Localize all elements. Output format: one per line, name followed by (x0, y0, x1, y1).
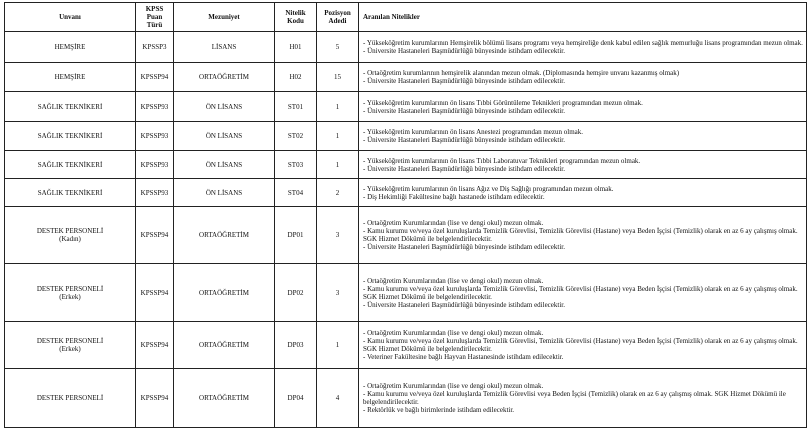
cell-puan-turu (136, 264, 174, 322)
cell-puan-turu-text: KPSSP93 (140, 102, 169, 111)
header-pozisyon-adedi: Pozisyon Adedi (317, 3, 359, 32)
cell-pozisyon-adedi (317, 32, 359, 63)
cell-nitelik-kodu (275, 122, 317, 151)
header-puan-turu: KPSS Puan Türü (136, 3, 174, 32)
header-aranilan-nitelikler: Aranılan Nitelikler (359, 3, 807, 32)
cell-nitelik-kodu-text: DP01 (287, 231, 304, 239)
requirement-line: - Diş Hekimliği Fakültesine bağlı hastanede istihdam edilecektir. (363, 192, 545, 201)
cell-pozisyon-adedi-text: 5 (335, 43, 340, 51)
cell-pozisyon-adedi (317, 63, 359, 92)
requirement-line: - Üniversite Hastaneleri Başmüdürlüğü bünyesinde istihdam edilecektir. (363, 243, 565, 251)
cell-pozisyon-adedi-text: 2 (335, 188, 340, 197)
cell-mezuniyet-text: ÖN LİSANS (205, 102, 243, 111)
cell-pozisyon-adedi-text: 1 (335, 341, 340, 349)
requirement-line: - Ortaöğretim Kurumlarından (lise ve dengi okul) mezun olmak. (363, 329, 544, 337)
cell-unvan (5, 322, 136, 369)
cell-mezuniyet (174, 264, 275, 322)
cell-nitelik-kodu-text: H01 (289, 43, 302, 51)
cell-mezuniyet-text: ÖN LİSANS (205, 188, 243, 197)
cell-puan-turu-text: KPSSP94 (140, 341, 169, 349)
cell-mezuniyet (174, 207, 275, 264)
cell-pozisyon-adedi-text: 3 (335, 288, 340, 297)
cell-nitelik-kodu-text: DP03 (287, 341, 304, 349)
cell-unvan-text: SAĞLIK TEKNİKERİ (37, 188, 103, 197)
table-row (5, 151, 807, 179)
cell-mezuniyet-text: ÖN LİSANS (205, 160, 243, 169)
cell-puan-turu-text: KPSSP93 (140, 188, 169, 197)
cell-unvan-text: DESTEK PERSONELİ (36, 337, 104, 345)
requirement-line: - Ortaöğretim kurumlarının hemşirelik alanından mezun olmak. (Diplomasında hemşire unvanı kazanmış olmak) (363, 69, 680, 77)
cell-unvan-text: DESTEK PERSONELİ (36, 227, 104, 235)
cell-mezuniyet (174, 322, 275, 369)
table-row (5, 92, 807, 122)
cell-pozisyon-adedi (317, 179, 359, 207)
table-row (5, 179, 807, 207)
cell-unvan-subtext: (Kadın) (59, 235, 81, 243)
cell-aranilan-nitelikler (359, 207, 807, 264)
cell-puan-turu-text: KPSSP93 (140, 132, 169, 140)
cell-mezuniyet-text: LİSANS (211, 43, 237, 51)
requirement-line: - Üniversite Hastaneleri Başmüdürlüğü bünyesinde istihdam edilecektir. (363, 164, 565, 173)
cell-mezuniyet-text: ORTAÖĞRETİM (199, 231, 249, 239)
cell-unvan (5, 207, 136, 264)
cell-mezuniyet-text: ORTAÖĞRETİM (199, 73, 249, 81)
cell-pozisyon-adedi-text: 1 (335, 160, 340, 169)
table-row (5, 207, 807, 264)
requirement-line: - Kamu kurumu ve/veya özel kuruluşlarda Temizlik Görevlisi, Temizlik Görevlisi (Hastane) veya Beden İşçisi (Temizlik) olarak en az 6 ay çalışmış olmak. SGK Hizmet Dökümü ile belgelendirilecektir. (363, 284, 798, 301)
cell-unvan-text: HEMŞİRE (54, 43, 86, 51)
cell-pozisyon-adedi (317, 369, 359, 428)
cell-nitelik-kodu-text: H02 (289, 73, 302, 81)
requirement-line: - Ortaöğretim Kurumlarından (lise ve dengi okul) mezun olmak. (363, 276, 544, 285)
cell-pozisyon-adedi (317, 122, 359, 151)
header-mezuniyet: Mezuniyet (174, 3, 275, 32)
cell-unvan (5, 92, 136, 122)
cell-nitelik-kodu (275, 207, 317, 264)
requirement-line: - Yükseköğretim kurumlarının ön lisans Anestezi programından mezun olmak. (363, 128, 583, 136)
cell-puan-turu-text: KPSSP3 (142, 43, 167, 51)
requirement-line: - Yükseköğretim kurumlarının ön lisans Ağız ve Diş Sağlığı programından mezun olmak. (363, 184, 614, 193)
cell-aranilan-nitelikler (359, 369, 807, 428)
cell-unvan (5, 32, 136, 63)
cell-nitelik-kodu-text: ST01 (287, 102, 304, 111)
table-row (5, 369, 807, 428)
requirement-line: - Yükseköğretim kurumlarının ön lisans Tıbbi Görüntüleme Teknikleri programından mezun olmak. (363, 98, 643, 107)
requirement-line: - Üniversite Hastaneleri Başmüdürlüğü bünyesinde istihdam edilecektir. (363, 106, 565, 115)
document-page (4, 2, 806, 428)
requirement-line: - Yükseköğretim kurumlarının ön lisans Tıbbi Laboratuvar Teknikleri programından mezun olmak. (363, 156, 641, 165)
cell-unvan-text: DESTEK PERSONELİ (36, 394, 104, 402)
cell-puan-turu (136, 122, 174, 151)
cell-unvan (5, 63, 136, 92)
header-unvan: Unvanı (5, 3, 136, 32)
cell-mezuniyet (174, 151, 275, 179)
positions-table (4, 2, 807, 428)
cell-nitelik-kodu-text: ST04 (287, 188, 304, 197)
cell-aranilan-nitelikler (359, 92, 807, 122)
cell-mezuniyet (174, 92, 275, 122)
cell-aranilan-nitelikler (359, 122, 807, 151)
table-row (5, 32, 807, 63)
requirement-line: - Üniversite Hastaneleri Başmüdürlüğü bünyesinde istihdam edilecektir. (363, 136, 565, 144)
cell-pozisyon-adedi-text: 15 (334, 73, 341, 81)
table-row (5, 63, 807, 92)
cell-pozisyon-adedi (317, 322, 359, 369)
cell-aranilan-nitelikler (359, 151, 807, 179)
requirement-line: - Veteriner Fakültesine bağlı Hayvan Hastanesinde istihdam edilecektir. (363, 353, 564, 361)
cell-pozisyon-adedi-text: 1 (335, 132, 340, 140)
table-row (5, 322, 807, 369)
cell-mezuniyet (174, 63, 275, 92)
cell-unvan (5, 151, 136, 179)
cell-puan-turu (136, 369, 174, 428)
cell-mezuniyet (174, 32, 275, 63)
cell-mezuniyet-text: ORTAÖĞRETİM (199, 341, 249, 349)
cell-mezuniyet (174, 179, 275, 207)
table-row (5, 122, 807, 151)
requirement-line: - Kamu kurumu ve/veya özel kuruluşlarda Temizlik Görevlisi, Temizlik Görevlisi (Hastane) veya Beden İşçisi (Temizlik) olarak en az 6 ay çalışmış olmak. SGK Hizmet Dökümü ile belgelendirilecektir. (363, 337, 798, 353)
requirement-line: - Üniversite Hastaneleri Başmüdürlüğü bünyesinde istihdam edilecektir. (363, 47, 565, 55)
cell-nitelik-kodu-text: ST03 (287, 160, 304, 169)
cell-unvan (5, 264, 136, 322)
cell-pozisyon-adedi-text: 1 (335, 102, 340, 111)
cell-pozisyon-adedi (317, 151, 359, 179)
cell-nitelik-kodu-text: ST02 (287, 132, 304, 140)
cell-unvan-text: DESTEK PERSONELİ (36, 284, 104, 293)
cell-pozisyon-adedi (317, 92, 359, 122)
cell-mezuniyet-text: ÖN LİSANS (205, 132, 243, 140)
cell-aranilan-nitelikler (359, 264, 807, 322)
cell-puan-turu (136, 179, 174, 207)
cell-pozisyon-adedi-text: 4 (335, 394, 340, 402)
cell-nitelik-kodu (275, 179, 317, 207)
cell-nitelik-kodu-text: DP04 (287, 394, 304, 402)
table-header-row (5, 3, 807, 32)
requirement-line: - Yükseköğretim kurumlarının Hemşirelik bölümü lisans programı veya hemşireliğe denk kabul edilen sağlık memurluğu lisans programından mezun olmak. (363, 39, 803, 47)
cell-aranilan-nitelikler (359, 63, 807, 92)
cell-nitelik-kodu (275, 32, 317, 63)
cell-unvan-subtext: (Erkek) (59, 345, 81, 353)
table-body (5, 32, 807, 428)
cell-puan-turu-text: KPSSP93 (140, 160, 169, 169)
cell-mezuniyet (174, 369, 275, 428)
cell-unvan-text: SAĞLIK TEKNİKERİ (37, 102, 103, 111)
cell-puan-turu-text: KPSSP94 (140, 288, 169, 297)
cell-unvan-subtext: (Erkek) (59, 292, 81, 301)
cell-mezuniyet-text: ORTAÖĞRETİM (199, 394, 249, 402)
requirement-line: - Rektörlük ve bağlı birimlerinde istihdam edilecektir. (363, 406, 515, 414)
cell-pozisyon-adedi-text: 3 (335, 231, 340, 239)
header-nitelik-kodu: Nitelik Kodu (275, 3, 317, 32)
cell-aranilan-nitelikler (359, 32, 807, 63)
cell-nitelik-kodu-text: DP02 (287, 288, 304, 297)
table-row (5, 264, 807, 322)
cell-unvan (5, 122, 136, 151)
cell-nitelik-kodu (275, 63, 317, 92)
requirement-line: - Ortaöğretim Kurumlarından (lise ve dengi okul) mezun olmak. (363, 382, 544, 390)
requirement-line: - Üniversite Hastaneleri Başmüdürlüğü bünyesinde istihdam edilecektir. (363, 300, 565, 309)
requirement-line: - Ortaöğretim Kurumlarından (lise ve dengi okul) mezun olmak. (363, 219, 544, 227)
cell-aranilan-nitelikler (359, 179, 807, 207)
cell-nitelik-kodu (275, 151, 317, 179)
cell-unvan (5, 179, 136, 207)
cell-unvan-text: SAĞLIK TEKNİKERİ (37, 160, 103, 169)
cell-nitelik-kodu (275, 369, 317, 428)
cell-puan-turu-text: KPSSP94 (140, 394, 169, 402)
cell-nitelik-kodu (275, 92, 317, 122)
cell-puan-turu-text: KPSSP94 (140, 73, 169, 81)
cell-nitelik-kodu (275, 264, 317, 322)
requirement-line: - Üniversite Hastaneleri Başmüdürlüğü bünyesinde istihdam edilecektir. (363, 77, 565, 85)
cell-puan-turu (136, 207, 174, 264)
cell-puan-turu (136, 151, 174, 179)
requirement-line: - Kamu kurumu ve/veya özel kuruluşlarda Temizlik Görevlisi, Temizlik Görevlisi (Hastane) veya Beden İşçisi (Temizlik) olarak en az 6 ay çalışmış olmak. SGK Hizmet Dökümü ile belgelendirilecektir. (363, 227, 798, 243)
cell-pozisyon-adedi (317, 264, 359, 322)
cell-mezuniyet-text: ORTAÖĞRETİM (199, 288, 249, 297)
requirement-line: - Kamu kurumu ve/veya özel kuruluşlarda Temizlik Görevlisi veya Beden İşçisi (Temizlik) olarak en az 6 ay çalışmış olmak. SGK Hizmet Dökümü ile belgelendirilecektir. (363, 390, 786, 406)
cell-aranilan-nitelikler (359, 322, 807, 369)
cell-unvan (5, 369, 136, 428)
cell-unvan-text: HEMŞİRE (54, 73, 86, 81)
cell-puan-turu (136, 322, 174, 369)
cell-nitelik-kodu (275, 322, 317, 369)
cell-puan-turu (136, 92, 174, 122)
cell-puan-turu (136, 32, 174, 63)
cell-mezuniyet (174, 122, 275, 151)
cell-unvan-text: SAĞLIK TEKNİKERİ (37, 132, 103, 140)
cell-puan-turu-text: KPSSP94 (140, 231, 169, 239)
cell-pozisyon-adedi (317, 207, 359, 264)
cell-puan-turu (136, 63, 174, 92)
